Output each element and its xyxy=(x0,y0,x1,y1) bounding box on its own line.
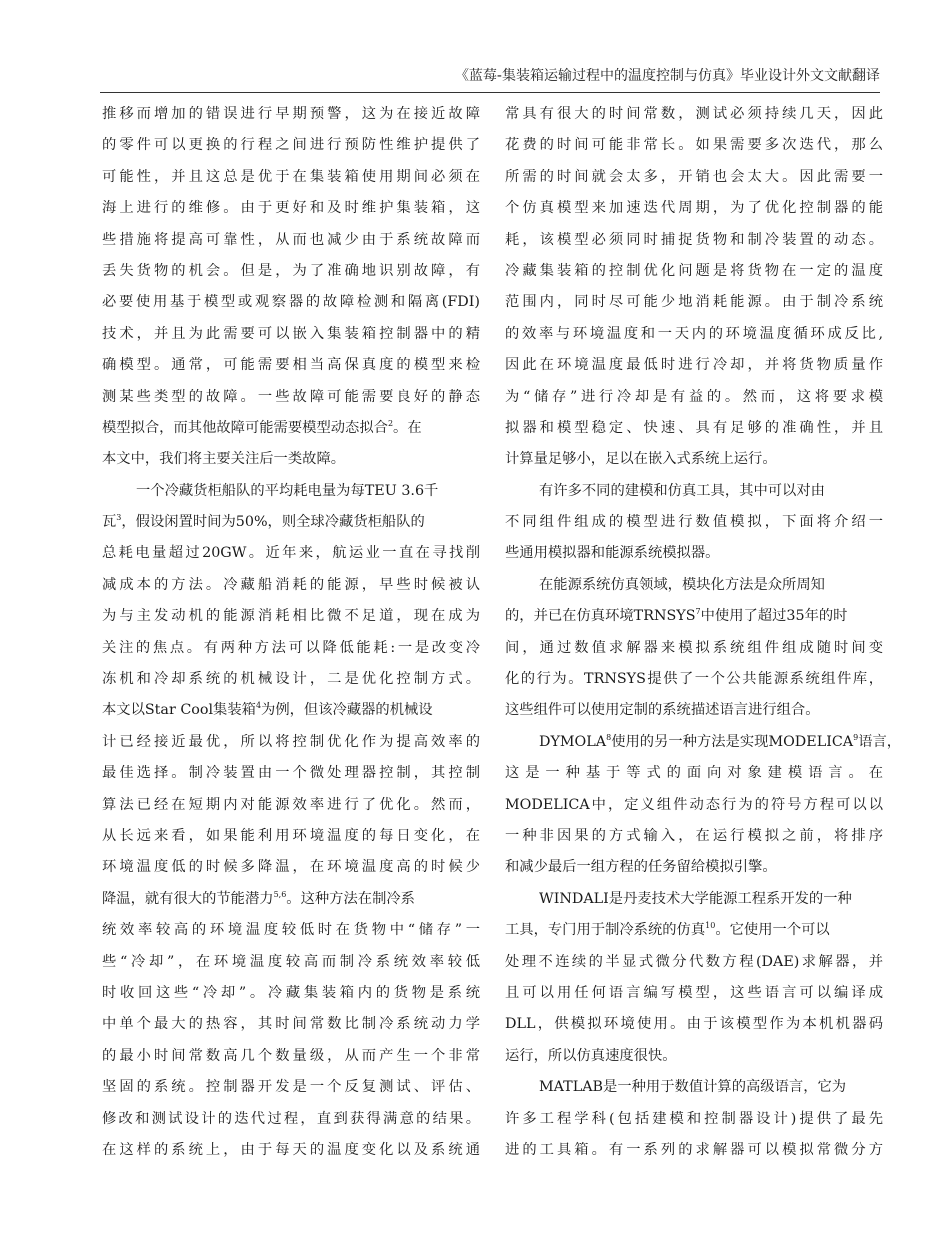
text-line: 在这样的系统上，由于每天的温度变化以及系统通 xyxy=(102,1141,480,1158)
citation-sup: 4 xyxy=(255,701,262,711)
paragraph-first-line: WINDALI是丹麦技术大学能源工程系开发的一种 xyxy=(539,890,852,907)
text-run: 的，并已在仿真环境TRNSYS xyxy=(505,608,696,625)
paragraph-first-line: MATLAB是一种用于数值计算的高级语言，它为 xyxy=(539,1079,847,1096)
text-line: 进的工具箱。有一系列的求解器可以模拟常微分方 xyxy=(505,1141,883,1158)
paragraph-first-line: 在能源系统仿真领域，模块化方法是众所周知 xyxy=(539,576,825,593)
text-line: 统效率较高的环境温度较低时在货物中“储存”一 xyxy=(102,922,480,939)
text-line: 常具有很大的时间常数，测试必须持续几天，因此 xyxy=(505,106,883,122)
text-line: 本文中，我们将主要关注后一类故障。 xyxy=(102,451,346,468)
text-line: 测某些类型的故障。一些故障可能需要良好的静态 xyxy=(102,388,480,405)
text-line: 运行，所以仿真速度很快。 xyxy=(505,1047,677,1064)
paragraph-first-line: 有许多不同的建模和仿真工具，其中可以对由 xyxy=(539,482,825,499)
text-run: 。这种方法在制冷系 xyxy=(286,890,415,907)
text-line: 计已经接近最优，所以将控制优化作为提高效率的 xyxy=(102,733,480,750)
text-line: 化的行为。TRNSYS提供了一个公共能源系统组件库， xyxy=(505,671,883,688)
text-line: 处理不连续的半显式微分代数方程(DAE)求解器，并 xyxy=(505,953,883,970)
text-line: 和减少最后一组方程的任务留给模拟引擎。 xyxy=(505,859,777,876)
paragraph-first-line xyxy=(505,727,902,758)
text-line: 的零件可以更换的行程之间进行预防性维护提供了 xyxy=(102,137,480,154)
text-run: 中使用了超过35年的时 xyxy=(700,608,848,625)
text-line: 耗，该模型必须同时捕捉货物和制冷装置的动态。 xyxy=(505,231,883,248)
text-line: 确模型。通常，可能需要相当高保真度的模型来检 xyxy=(102,357,480,374)
text-line xyxy=(505,601,883,632)
text-line xyxy=(102,695,480,726)
text-line: 些通用模拟器和能源系统模拟器。 xyxy=(505,545,720,562)
text-line: 必要使用基于模型或观察器的故障检测和隔离(FDI) xyxy=(102,294,480,311)
text-run: 工具，专门用于制冷系统的仿真 xyxy=(505,922,706,939)
text-line: 这是一种基于等式的面向对象建模语言。在 xyxy=(505,765,883,782)
text-line: 许多工程学科(包括建模和控制器设计)提供了最先 xyxy=(505,1110,883,1127)
citation-sup: 7 xyxy=(695,607,701,617)
text-line: 的最小时间常数高几个数量级，从而产生一个非常 xyxy=(102,1047,480,1064)
text-line xyxy=(102,413,480,444)
text-line: 因此在环境温度最低时进行冷却，并将货物质量作 xyxy=(505,357,883,374)
text-line: 坚固的系统。控制器开发是一个反复测试、评估、 xyxy=(102,1079,480,1096)
text-run: 语言， xyxy=(858,733,902,750)
text-line: 关注的焦点。有两种方法可以降低能耗:一是改变冷 xyxy=(102,639,480,656)
left-column xyxy=(102,99,480,1166)
header-divider xyxy=(100,92,880,93)
text-line: 为“储存”进行冷却是有益的。然而，这将要求模 xyxy=(505,388,883,405)
right-column xyxy=(505,99,902,1166)
text-run: 模型拟合，而其他故障可能需要模型动态拟合 xyxy=(102,419,388,436)
text-line: 减成本的方法。冷藏船消耗的能源，早些时候被认 xyxy=(102,576,480,593)
text-line: 从长远来看，如果能利用环境温度的每日变化，在 xyxy=(102,827,480,844)
text-line: 丢失货物的机会。但是，为了准确地识别故障，有 xyxy=(102,262,480,279)
text-line: 时收回这些“冷却”。冷藏集装箱内的货物是系统 xyxy=(102,984,480,1001)
text-line: 范围内，同时尽可能少地消耗能源。由于制冷系统 xyxy=(505,294,883,311)
text-line: 算法已经在短期内对能源效率进行了优化。然而， xyxy=(102,796,480,813)
text-line: 些“冷却”，在环境温度较高而制冷系统效率较低 xyxy=(102,953,480,970)
text-line: 所需的时间就会太多，开销也会太大。因此需要一 xyxy=(505,168,883,185)
text-line: 海上进行的维修。由于更好和及时维护集装箱，这 xyxy=(102,200,480,217)
text-line: 环境温度低的时候多降温，在环境温度高的时候少 xyxy=(102,859,480,876)
text-line: 的效率与环境温度和一天内的环境温度循环成反比, xyxy=(505,325,883,342)
text-run: DYMOLA xyxy=(539,733,607,750)
text-line: 不同组件组成的模型进行数值模拟，下面将介绍一 xyxy=(505,514,883,531)
text-line: 这些组件可以使用定制的系统描述语言进行组合。 xyxy=(505,702,820,719)
text-run: 。在 xyxy=(393,419,422,436)
citation-sup: 9 xyxy=(853,732,859,742)
text-line: 拟器和模型稳定、快速、具有足够的准确性，并且 xyxy=(505,419,883,436)
citation-sup: 2 xyxy=(387,418,394,428)
page-header-title: 《蓝莓-集装箱运输过程中的温度控制与仿真》毕业设计外文文献翻译 xyxy=(454,68,880,84)
text-line: MODELICA中，定义组件动态行为的符号方程可以以 xyxy=(505,796,883,813)
text-line: 且可以用任何语言编写模型，这些语言可以编译成 xyxy=(505,984,883,1001)
text-line: 可能性，并且这总是优于在集装箱使用期间必须在 xyxy=(102,168,480,185)
text-run: 。它使用一个可以 xyxy=(715,922,830,939)
text-line: 中单个最大的热容，其时间常数比制冷系统动力学 xyxy=(102,1016,480,1033)
text-line: 修改和测试设计的迭代过程，直到获得满意的结果。 xyxy=(102,1110,480,1127)
text-run: 降温，就有很大的节能潜力 xyxy=(102,890,274,907)
text-run: ，假设闲置时间为50%，则全球冷藏货柜船队的 xyxy=(121,514,425,531)
text-line: 冷藏集装箱的控制优化问题是将货物在一定的温度 xyxy=(505,262,883,279)
text-run: 使用的另一种方法是实现MODELICA xyxy=(611,733,854,750)
text-line: 个仿真模型来加速迭代周期，为了优化控制器的能 xyxy=(505,200,883,217)
text-line xyxy=(102,884,480,915)
text-line: 些措施将提高可靠性，从而也减少由于系统故障而 xyxy=(102,231,480,248)
citation-sup: 10 xyxy=(705,921,716,931)
text-line: 计算量足够小，足以在嵌入式系统上运行。 xyxy=(505,451,777,468)
text-line: 为与主发动机的能源消耗相比微不足道，现在成为 xyxy=(102,608,480,625)
text-line: 一种非因果的方式输入，在运行模拟之前，将排序 xyxy=(505,827,883,844)
text-run: 为例，但该冷藏器的机械设 xyxy=(261,702,433,719)
text-line: 总耗电量超过20GW。近年来，航运业一直在寻找削 xyxy=(102,545,480,562)
text-line: 冻机和冷却系统的机械设计，二是优化控制方式。 xyxy=(102,671,480,688)
text-line: DLL，供模拟环境使用。由于该模型作为本机机器码 xyxy=(505,1016,883,1033)
paragraph-first-line: 一个冷藏货柜船队的平均耗电量为每TEU 3.6千 xyxy=(136,482,439,499)
text-run: 瓦 xyxy=(102,514,117,531)
citation-sup: 8 xyxy=(606,732,612,742)
text-line: 花费的时间可能非常长。如果需要多次迭代，那么 xyxy=(505,137,883,154)
text-run: 本文以Star Cool集装箱 xyxy=(102,702,256,719)
text-line: 间，通过数值求解器来模拟系统组件组成随时间变 xyxy=(505,639,883,656)
text-line: 最佳选择。制冷装置由一个微处理器控制，其控制 xyxy=(102,765,480,782)
text-line xyxy=(102,507,480,538)
citation-sup: 5,6 xyxy=(273,889,287,899)
text-line xyxy=(505,915,883,946)
text-line: 技术，并且为此需要可以嵌入集装箱控制器中的精 xyxy=(102,325,480,342)
citation-sup: 3 xyxy=(116,513,122,523)
text-line: 推移而增加的错误进行早期预警，这为在接近故障 xyxy=(102,106,480,122)
